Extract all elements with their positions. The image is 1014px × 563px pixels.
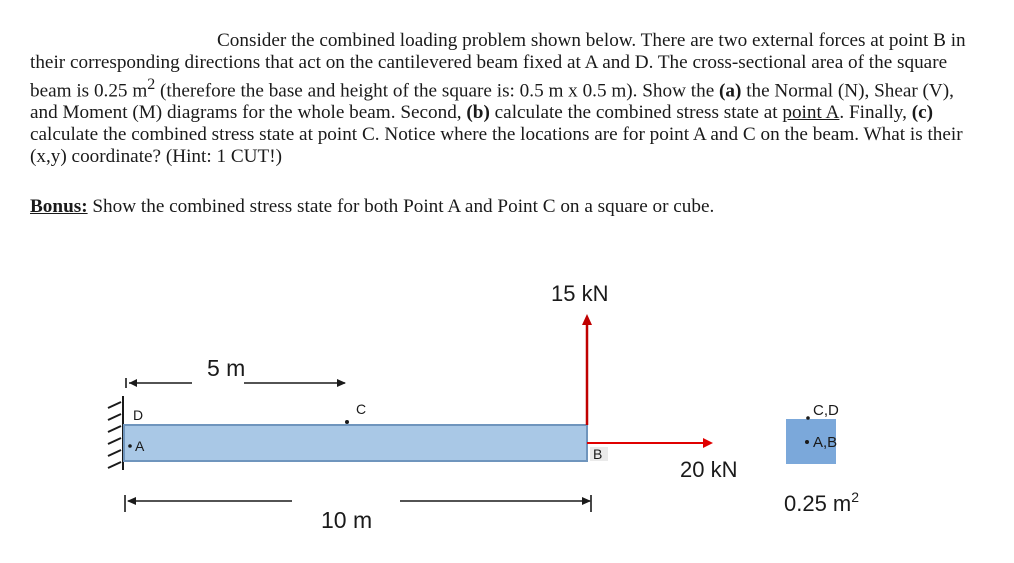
beam <box>124 425 587 461</box>
point-b-label: B <box>593 446 603 462</box>
bonus-text: Show the combined stress state for both Point A and Point C on a square or cube. <box>87 196 715 218</box>
force-horizontal-label: 20 kN <box>680 457 738 482</box>
point-c-dot <box>345 420 349 424</box>
problem-paragraph: Consider the combined loading problem shown below. There are two external forces at point B in their corresponding directions that act on the cantilevered beam fixed at A and D. The cross-sectional area of the square beam is 0.25 $m^2$ (therefore the base and height of the square is: 0.5 m x 0.5 m). Show the (a) the Normal (N), Shear (V), and Moment (M) diagrams for the whole beam. Second, (b) calculate the combined stress state at point A. Finally, (c) calculate the combined stress state at point C. Notice where the locations are for point A and C on the beam. What is their (x,y) coordinate? (Hint: 1 CUT!) <box>30 30 966 168</box>
section-top-label: C,D <box>813 402 839 419</box>
section-mid-label: A,B <box>813 434 838 451</box>
section-point-ab-dot <box>805 440 809 444</box>
point-c-label: C <box>356 401 367 417</box>
dimension-bottom-label: 10 m <box>321 507 373 533</box>
force-vertical-label: 15 kN <box>551 281 609 306</box>
area-label: 0.25 $m^2$ <box>784 489 860 516</box>
bonus-label: Bonus: <box>30 196 88 218</box>
point-a-label: A <box>135 438 145 454</box>
dimension-top-label: 5 m <box>207 355 246 381</box>
section-point-cd-dot <box>806 416 810 420</box>
point-d-label: D <box>133 407 144 423</box>
point-a-dot <box>128 444 132 448</box>
fixed-support <box>108 396 123 470</box>
